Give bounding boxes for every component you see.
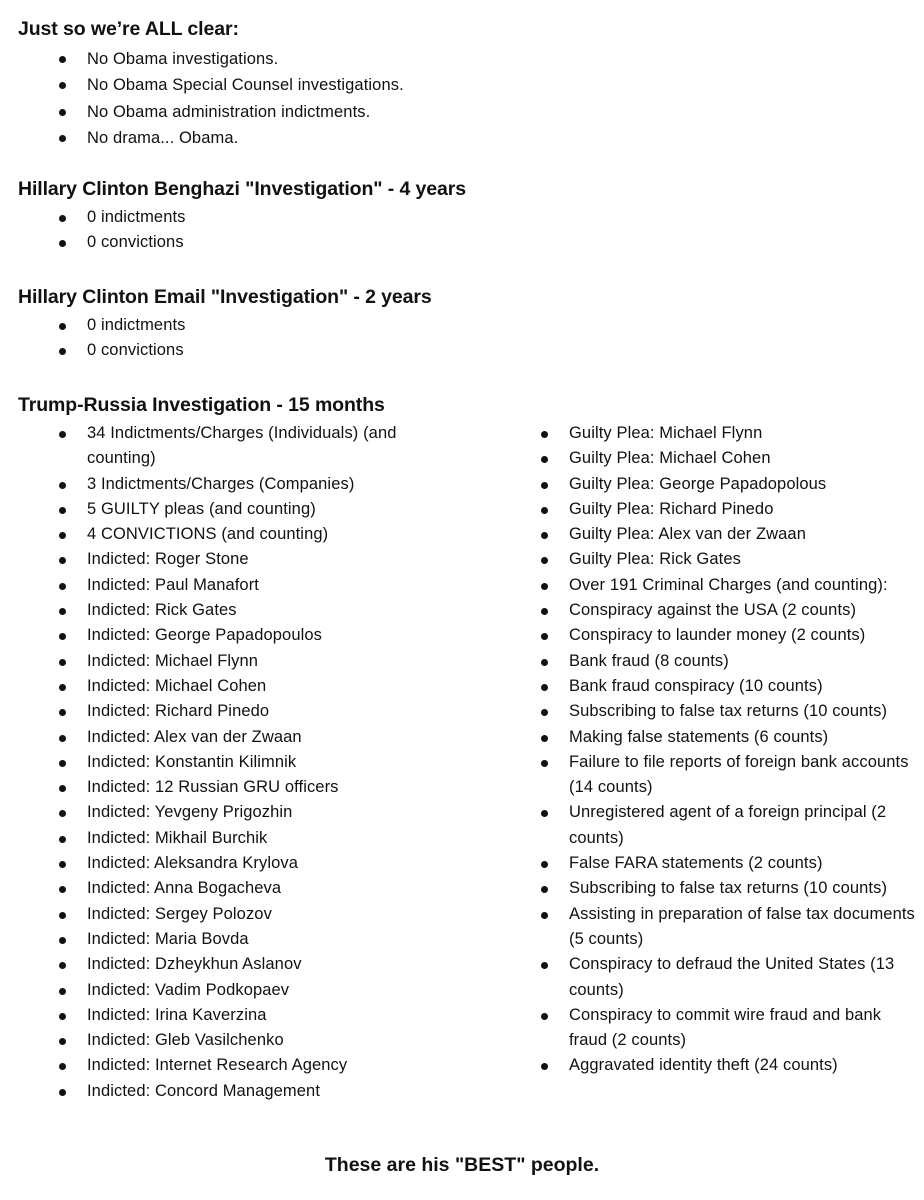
russia-heading: Trump-Russia Investigation - 15 months — [18, 394, 385, 416]
footer-text: These are his "BEST" people. — [324, 1154, 600, 1176]
list-item: Indicted: Michael Flynn — [55, 649, 435, 674]
list-item: Indicted: Mikhail Burchik — [55, 826, 435, 851]
list-item: Indicted: Roger Stone — [55, 547, 435, 572]
list-item: Indicted: Irina Kaverzina — [55, 1003, 435, 1028]
russia-left-list — [55, 421, 435, 1104]
list-item: No drama... Obama. — [55, 125, 615, 151]
list-item: Making false statements (6 counts) — [537, 725, 917, 750]
intro-list — [55, 46, 615, 151]
list-item: Indicted: Konstantin Kilimnik — [55, 750, 435, 775]
benghazi-heading: Hillary Clinton Benghazi "Investigation" - 4 years — [18, 178, 467, 200]
list-item: Indicted: Richard Pinedo — [55, 699, 435, 724]
list-item: Conspiracy against the USA (2 counts) — [537, 598, 917, 623]
list-item: Indicted: Vadim Podkopaev — [55, 978, 435, 1003]
list-item: Assisting in preparation of false tax documents (5 counts) — [537, 902, 917, 953]
list-item: Failure to file reports of foreign bank accounts (14 counts) — [537, 750, 917, 801]
list-item: Indicted: Gleb Vasilchenko — [55, 1028, 435, 1053]
intro-heading: Just so we’re ALL clear: — [18, 18, 239, 40]
list-item: Guilty Plea: Michael Cohen — [537, 446, 917, 471]
list-item: Conspiracy to commit wire fraud and bank fraud (2 counts) — [537, 1003, 917, 1054]
list-item: Indicted: Dzheykhun Aslanov — [55, 952, 435, 977]
list-item: Subscribing to false tax returns (10 counts) — [537, 876, 917, 901]
list-item: No Obama administration indictments. — [55, 99, 615, 125]
list-item: No Obama investigations. — [55, 46, 615, 72]
list-item: Unregistered agent of a foreign principal (2 counts) — [537, 800, 917, 851]
list-item: Subscribing to false tax returns (10 counts) — [537, 699, 917, 724]
list-item: Bank fraud (8 counts) — [537, 649, 917, 674]
list-item: Bank fraud conspiracy (10 counts) — [537, 674, 917, 699]
list-item: 0 convictions — [55, 338, 615, 363]
list-item: Indicted: Paul Manafort — [55, 573, 435, 598]
list-item: Indicted: Yevgeny Prigozhin — [55, 800, 435, 825]
list-item: No Obama Special Counsel investigations. — [55, 72, 615, 98]
list-item: 5 GUILTY pleas (and counting) — [55, 497, 435, 522]
list-item: 3 Indictments/Charges (Companies) — [55, 472, 435, 497]
list-item: Indicted: Sergey Polozov — [55, 902, 435, 927]
list-item: Indicted: 12 Russian GRU officers — [55, 775, 435, 800]
email-list — [55, 313, 615, 364]
list-item: Guilty Plea: George Papadopolous — [537, 472, 917, 497]
benghazi-list — [55, 205, 615, 256]
list-item: 0 convictions — [55, 230, 615, 255]
list-item: Indicted: Aleksandra Krylova — [55, 851, 435, 876]
list-item: 0 indictments — [55, 313, 615, 338]
list-item: Indicted: George Papadopoulos — [55, 623, 435, 648]
list-item: Guilty Plea: Michael Flynn — [537, 421, 917, 446]
email-heading: Hillary Clinton Email "Investigation" - 2 years — [18, 286, 432, 308]
list-item: Indicted: Rick Gates — [55, 598, 435, 623]
list-item: Indicted: Michael Cohen — [55, 674, 435, 699]
list-item: Guilty Plea: Richard Pinedo — [537, 497, 917, 522]
list-item: Guilty Plea: Alex van der Zwaan — [537, 522, 917, 547]
list-item: Conspiracy to defraud the United States (13 counts) — [537, 952, 917, 1003]
list-item: False FARA statements (2 counts) — [537, 851, 917, 876]
list-item: 34 Indictments/Charges (Individuals) (and counting) — [55, 421, 435, 472]
list-item: Indicted: Alex van der Zwaan — [55, 725, 435, 750]
list-item: 0 indictments — [55, 205, 615, 230]
list-item: Guilty Plea: Rick Gates — [537, 547, 917, 572]
russia-right-list — [537, 421, 917, 1079]
list-item: Over 191 Criminal Charges (and counting): — [537, 573, 917, 598]
list-item: Indicted: Maria Bovda — [55, 927, 435, 952]
list-item: Conspiracy to launder money (2 counts) — [537, 623, 917, 648]
list-item: Indicted: Internet Research Agency — [55, 1053, 435, 1078]
list-item: Aggravated identity theft (24 counts) — [537, 1053, 917, 1078]
list-item: Indicted: Anna Bogacheva — [55, 876, 435, 901]
list-item: 4 CONVICTIONS (and counting) — [55, 522, 435, 547]
list-item: Indicted: Concord Management — [55, 1079, 435, 1104]
